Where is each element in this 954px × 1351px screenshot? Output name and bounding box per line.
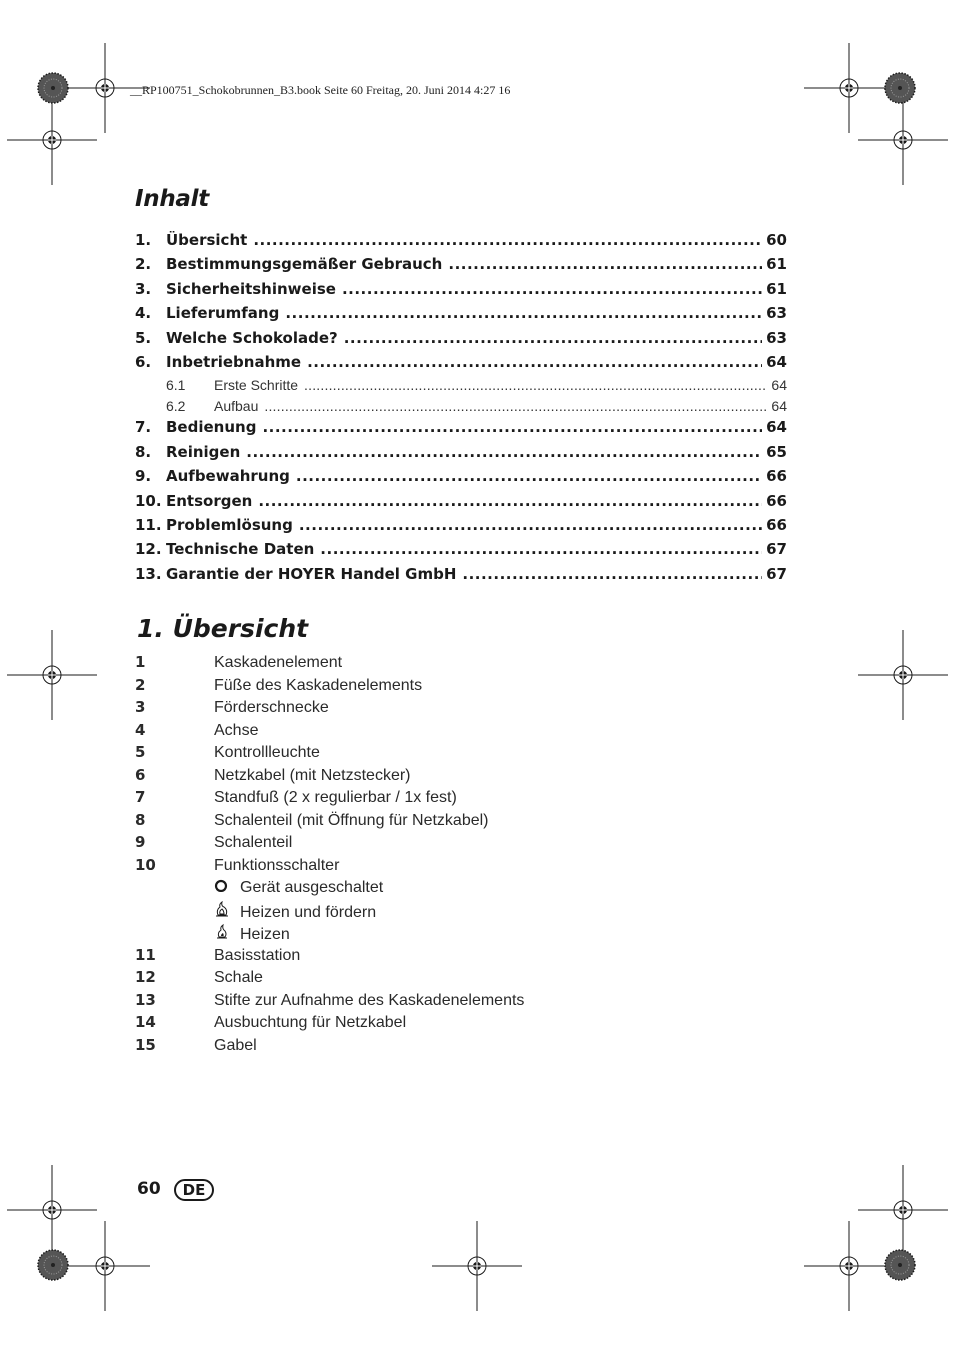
crosshair-icon: [7, 1165, 97, 1255]
toc-entry-page: 66: [762, 516, 787, 534]
toc-entry-number: 3.: [135, 279, 152, 298]
page-number: 60: [137, 1179, 161, 1199]
toc-entry: [135, 231, 787, 255]
toc-entry-label: Garantie der HOYER Handel GmbH: [166, 564, 457, 583]
toc-leader-dots: [262, 418, 762, 436]
overview-item-label: Basisstation: [214, 946, 301, 964]
toc-entry-label: Lieferumfang: [166, 304, 280, 323]
crosshair-icon: [858, 630, 948, 720]
toc-leader-dots: [448, 255, 762, 273]
overview-item-label: Schalenteil (mit Öffnung für Netzkabel): [214, 811, 489, 829]
toc-entry-page: 60: [762, 231, 787, 249]
registration-star-icon: [38, 1250, 68, 1280]
off-circle-icon: [214, 878, 240, 895]
toc-entry-number: 1.: [135, 231, 152, 249]
overview-item-number: 10: [135, 855, 156, 874]
overview-item-label: Schale: [214, 969, 263, 986]
overview-item: [135, 856, 735, 879]
overview-item-number: 13: [135, 990, 156, 1009]
toc-entry-number: 5.: [135, 328, 152, 347]
overview-item: [135, 788, 735, 811]
overview-item-label: Gerät ausgeschaltet: [240, 879, 384, 896]
toc-entry-label: Aufbau: [214, 397, 259, 414]
crosshair-icon: [7, 95, 97, 185]
overview-item: [135, 766, 735, 789]
overview-item-number: 7: [135, 788, 146, 806]
toc-leader-dots: [304, 377, 767, 393]
overview-item: [135, 833, 735, 856]
overview-item: [135, 676, 735, 699]
toc-entry-page: 61: [762, 255, 787, 273]
registration-star-icon: [885, 73, 915, 103]
overview-item-label: Schalenteil: [214, 834, 293, 851]
toc-entry-number: 12.: [135, 540, 162, 559]
heat-icon: [214, 923, 240, 942]
toc-leader-dots: [264, 398, 767, 414]
overview-item-label: Funktionsschalter: [214, 856, 340, 874]
toc-entry-label: Reinigen: [166, 442, 241, 461]
toc-entry: [135, 280, 787, 304]
toc-entry-number: 10.: [135, 491, 162, 510]
overview-item-label: Heizen: [240, 926, 290, 943]
toc-entry-label: Entsorgen: [166, 491, 253, 510]
overview-item: [135, 923, 735, 946]
overview-item: [135, 698, 735, 721]
toc-entry-page: 67: [762, 540, 787, 558]
crosshair-icon: [858, 95, 948, 185]
overview-item-label: Kaskadenelement: [214, 654, 343, 671]
crosshair-icon: [804, 43, 894, 133]
toc-entry: [135, 398, 787, 419]
toc-entry: [135, 304, 787, 328]
overview-item-number: 1: [135, 653, 146, 671]
toc-entry-number: 6.1: [166, 377, 186, 394]
overview-item-label: Förderschnecke: [214, 699, 329, 716]
toc-entry-page: 63: [762, 329, 787, 347]
overview-item-number: 12: [135, 968, 156, 986]
overview-item-number: 2: [135, 675, 146, 694]
toc-entry-page: 65: [762, 443, 787, 461]
toc-entry-number: 11.: [135, 515, 162, 534]
toc-entry: [135, 516, 787, 540]
overview-item-number: 8: [135, 810, 146, 829]
toc-entry: [135, 329, 787, 353]
toc-entry-page: 63: [762, 304, 787, 322]
toc-entry-page: 61: [762, 280, 787, 298]
overview-item: [135, 991, 735, 1014]
language-badge: DE: [174, 1179, 214, 1201]
toc-leader-dots: [258, 492, 762, 510]
toc-leader-dots: [307, 353, 762, 371]
overview-item: [135, 946, 735, 969]
toc-entry-label: Übersicht: [166, 231, 248, 249]
toc-entry-number: 6.: [135, 352, 152, 371]
overview-item: [135, 721, 735, 744]
overview-item-number: 11: [135, 945, 156, 964]
overview-item-number: 4: [135, 720, 146, 739]
heat-and-pump-icon: [214, 901, 240, 920]
toc-entry: [135, 492, 787, 516]
toc-leader-dots: [285, 304, 762, 322]
registration-star-icon: [885, 1250, 915, 1280]
toc-entry: [135, 377, 787, 398]
crosshair-icon: [804, 1221, 894, 1311]
toc-entry-label: Aufbewahrung: [166, 467, 290, 486]
toc-leader-dots: [246, 443, 762, 461]
overview-item: [135, 1013, 735, 1036]
toc-leader-dots: [296, 467, 762, 485]
overview-item: [135, 653, 735, 676]
toc-entry-number: 8.: [135, 442, 152, 461]
overview-item-label: Netzkabel (mit Netzstecker): [214, 766, 411, 784]
table-of-contents: [135, 231, 787, 589]
toc-leader-dots: [462, 565, 762, 583]
crosshair-icon: [7, 630, 97, 720]
overview-item-number: 9: [135, 833, 146, 851]
overview-item-number: 14: [135, 1013, 156, 1031]
toc-entry: [135, 255, 787, 279]
overview-item-label: Stifte zur Aufnahme des Kaskadenelements: [214, 991, 525, 1009]
overview-item: [135, 811, 735, 834]
overview-item-number: 15: [135, 1035, 156, 1054]
overview-item: [135, 878, 735, 901]
crosshair-icon: [432, 1221, 522, 1311]
toc-entry-label: Bedienung: [166, 418, 257, 437]
overview-item: [135, 1036, 735, 1059]
toc-entry-page: 64: [767, 377, 787, 393]
toc-title: Inhalt: [135, 186, 209, 212]
toc-entry-number: 6.2: [166, 397, 186, 414]
toc-entry-number: 13.: [135, 564, 162, 583]
overview-item-label: Füße des Kaskadenelements: [214, 676, 423, 694]
toc-leader-dots: [344, 329, 762, 347]
overview-item: [135, 968, 735, 991]
toc-entry-page: 67: [762, 565, 787, 583]
overview-item-label: Achse: [214, 721, 259, 739]
toc-entry: [135, 353, 787, 377]
toc-entry-number: 4.: [135, 304, 152, 323]
overview-item-label: Heizen und fördern: [240, 903, 377, 921]
overview-item-number: 6: [135, 765, 146, 784]
toc-entry-label: Erste Schritte: [214, 377, 299, 394]
toc-leader-dots: [320, 540, 762, 558]
crosshair-icon: [858, 1165, 948, 1255]
section-title: 1. Übersicht: [137, 614, 309, 643]
crosshair-icon: [60, 1221, 150, 1311]
toc-entry: [135, 443, 787, 467]
toc-leader-dots: [342, 280, 762, 298]
toc-entry-label: Welche Schokolade?: [166, 328, 338, 347]
toc-entry-label: Bestimmungsgemäßer Gebrauch: [166, 255, 443, 274]
registration-star-icon: [38, 73, 68, 103]
toc-entry-page: 66: [762, 467, 787, 485]
overview-item: [135, 743, 735, 766]
toc-entry: [135, 418, 787, 442]
toc-entry-number: 2.: [135, 255, 152, 274]
toc-entry-page: 64: [767, 398, 787, 414]
toc-entry-page: 64: [762, 353, 787, 371]
toc-leader-dots: [299, 516, 762, 534]
overview-item-label: Ausbuchtung für Netzkabel: [214, 1014, 407, 1031]
overview-item-label: Kontrollleuchte: [214, 744, 320, 761]
toc-entry-number: 7.: [135, 418, 152, 437]
toc-entry: [135, 565, 787, 589]
overview-item: [135, 901, 735, 924]
toc-entry-label: Sicherheitshinweise: [166, 279, 336, 298]
toc-entry-page: 64: [762, 418, 787, 436]
toc-entry-page: 66: [762, 492, 787, 510]
toc-entry-label: Technische Daten: [166, 540, 315, 559]
toc-entry: [135, 467, 787, 491]
overview-list: [135, 653, 735, 1058]
toc-entry-label: Inbetriebnahme: [166, 352, 302, 371]
overview-item-label: Standfuß (2 x regulierbar / 1x fest): [214, 789, 457, 806]
print-info-line: __RP100751_Schokobrunnen_B3.book Seite 60 Freitag, 20. Juni 2014 4:27 16: [130, 83, 511, 97]
toc-entry: [135, 540, 787, 564]
toc-entry-label: Problemlösung: [166, 515, 293, 534]
overview-item-label: Gabel: [214, 1036, 257, 1054]
overview-item-number: 3: [135, 698, 146, 716]
toc-entry-number: 9.: [135, 467, 152, 486]
overview-item-number: 5: [135, 743, 146, 761]
toc-leader-dots: [253, 231, 762, 249]
